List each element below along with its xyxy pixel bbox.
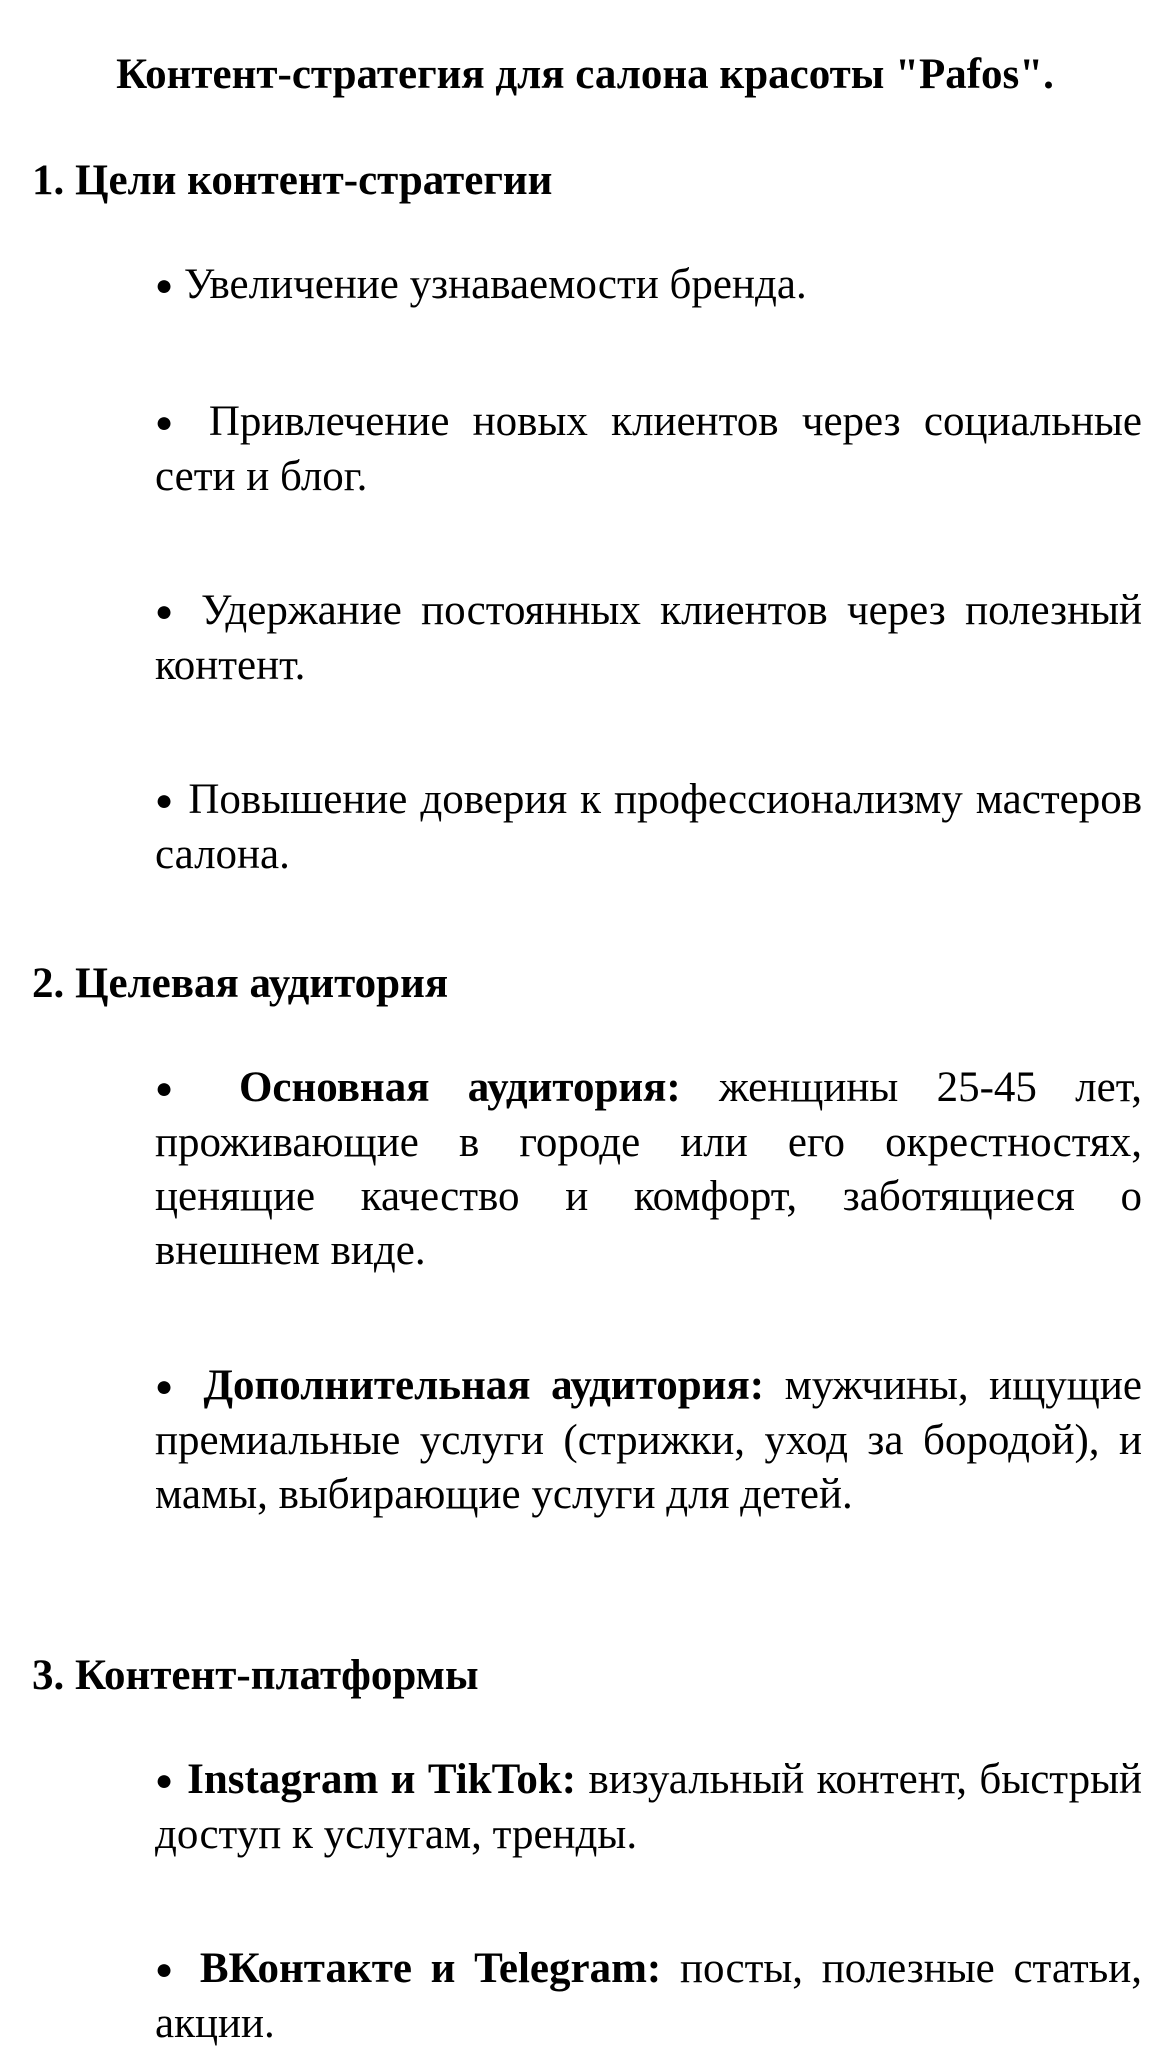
bullet-icon: ● — [155, 269, 174, 302]
list-item — [155, 395, 1142, 504]
section-heading-platforms: 3. Контент-платформы — [32, 1652, 479, 1699]
list-item — [155, 1359, 1142, 1522]
list-item — [155, 1942, 1142, 2051]
document-title: Контент-стратегия для салона красоты "Pafos". — [116, 51, 1054, 98]
bullet-icon: ● — [155, 1072, 201, 1105]
section-heading-goals: 1. Цели контент-стратегии — [32, 157, 553, 204]
list-item-text: Удержание постоянных клиентов через полезный контент. — [155, 587, 1142, 689]
list-item-lead: Основная аудитория: — [238, 1064, 681, 1111]
list-item-lead: Instagram и TikTok: — [187, 1756, 577, 1803]
list-item-text: визуальный контент, быстрый доступ к услугам, тренды. — [155, 1756, 1142, 1858]
bullet-icon: ● — [155, 1953, 182, 1986]
list-item — [155, 1061, 1142, 1278]
list-item-text: женщины 25-45 лет, проживающие в городе или его окрестностях, ценящие качество и комфорт, заботящиеся о внешнем виде. — [155, 1064, 1143, 1274]
list-item-lead: ВКонтакте и Telegram: — [199, 1945, 662, 1992]
list-item-text: Привлечение новых клиентов через социальные сети и блог. — [155, 398, 1142, 500]
bullet-icon: ● — [155, 1764, 175, 1797]
list-item-text: посты, полезные статьи, акции. — [155, 1945, 1143, 2047]
list-item-text: мужчины, ищущие премиальные услуги (стрижки, уход за бородой), и мамы, выбирающие услуги для детей. — [155, 1362, 1143, 1518]
list-item — [155, 773, 1142, 882]
list-item-text: Повышение доверия к профессионализму мастеров салона. — [155, 776, 1143, 878]
list-item — [155, 1753, 1142, 1862]
list-item — [155, 584, 1142, 693]
list-item — [155, 258, 1142, 313]
list-item-text: Увеличение узнаваемости бренда. — [183, 261, 807, 308]
bullet-icon: ● — [155, 1370, 183, 1403]
list-item-lead: Дополнительная аудитория: — [203, 1362, 765, 1409]
bullet-icon: ● — [155, 595, 182, 628]
section-heading-audience: 2. Целевая аудитория — [32, 960, 449, 1007]
bullet-icon: ● — [155, 406, 186, 439]
bullet-icon: ● — [155, 784, 176, 817]
